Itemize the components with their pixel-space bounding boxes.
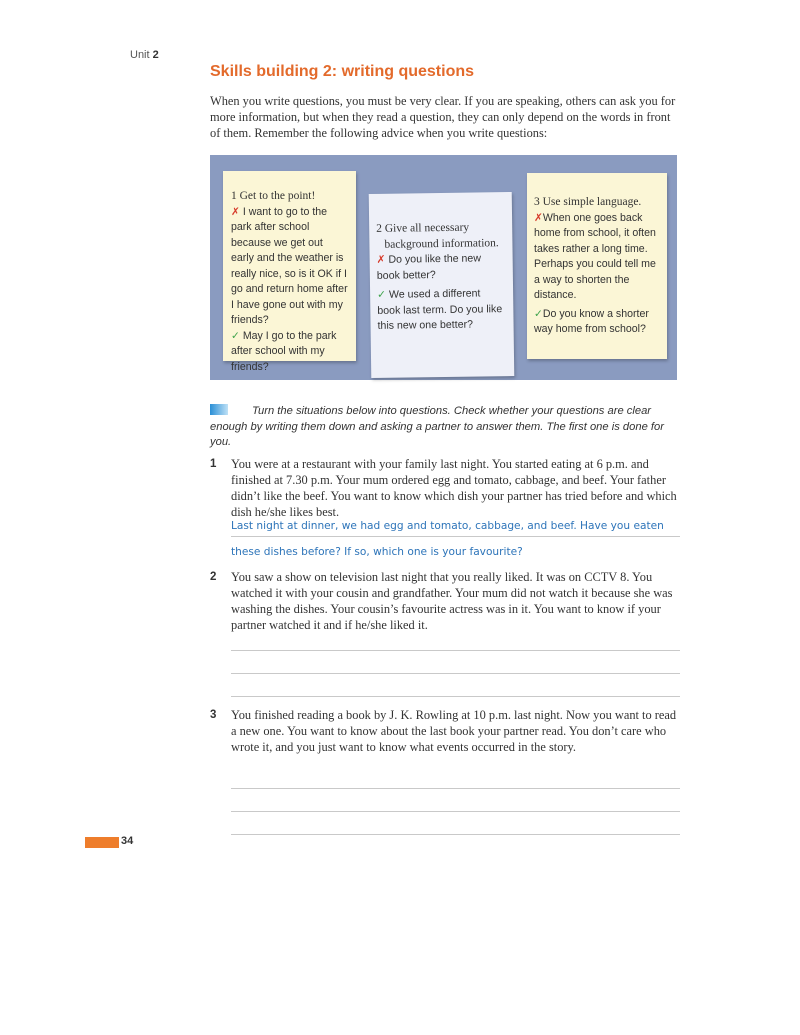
question-2 [210,569,680,633]
question-number: 3 [210,709,217,721]
writing-line[interactable] [231,673,680,674]
check-icon: ✓ [377,288,387,301]
good-example: ✓ May I go to the park after school with my friends? [231,329,337,373]
question-text: You saw a show on television last night that you really liked. It was on CCTV 8. You watched it with your cousin and grandfather. Your mum did not watch it because she was washing the dishes. Your cousin’s favourite actress was in it. You want to know if your partner watched it and if he/she liked it. [231,570,673,632]
good-example: ✓Do you know a shorter way home from school? [534,307,649,335]
good-example: ✓ We used a different book last term. Do you like this new one better? [377,287,503,332]
note-heading: 3 Use simple language. [534,196,642,208]
exercise-icon [210,404,228,415]
question-1 [210,456,680,520]
answer-line-2: these dishes before? If so, which one is your favourite? [231,546,523,558]
writing-line[interactable] [231,788,680,789]
check-icon: ✓ [231,329,240,342]
unit-label: Unit 2 [130,49,159,61]
check-icon: ✓ [534,307,543,320]
note-heading: 2 Give all necessary background information. [376,221,499,251]
writing-line[interactable] [231,696,680,697]
bad-example: ✗When one goes back home from school, it often takes rather a long time. Perhaps you could tell me a way to shorten the distance. [534,211,656,301]
advice-board [210,155,677,380]
page-title: Skills building 2: writing questions [210,63,475,80]
cross-icon: ✗ [376,253,386,266]
writing-line[interactable] [231,834,680,835]
advice-note-3 [527,173,667,359]
note-heading: 1 Get to the point! [231,190,316,202]
instruction: Turn the situations below into questions. Check whether your questions are clear enough by writing them down and asking a partner to answer them. The first one is done for you. [210,405,664,448]
question-text: You were at a restaurant with your family last night. You started eating at 6 p.m. and finished at 7.30 p.m. Your mum ordered egg and tomato, cabbage, and beef. Your father didn’t like the beef. You want to know which dish your partner has tried before and which dish he/she likes best. [231,457,677,519]
cross-icon: ✗ [534,211,543,224]
question-number: 2 [210,571,217,583]
question-3 [210,707,680,755]
bad-example: ✗ Do you like the new book better? [376,252,482,282]
intro-paragraph: When you write questions, you must be very clear. If you are speaking, others can ask you for more information, but when they read a question, they can only depend on the words in front of them. Remember the following advice when you write questions: [210,94,676,140]
bad-example: ✗ I want to go to the park after school because we get out early and the weather is really nice, so is it OK if I go and return home after I have gone out with my friends? [231,205,348,326]
question-number: 1 [210,458,217,470]
writing-line[interactable] [231,811,680,812]
page-number-bar [85,837,119,848]
answer-line-1: Last night at dinner, we had egg and tomato, cabbage, and beef. Have you eaten [231,516,680,537]
question-text: You finished reading a book by J. K. Rowling at 10 p.m. last night. Now you want to read a new one. You want to know about the last book your partner read. You don’t care who wrote it, and you just want to know what events occurred in the story. [231,708,677,754]
unit-number: 2 [152,49,159,61]
advice-note-1 [223,171,356,373]
writing-line[interactable] [231,650,680,651]
page-number: 34 [121,835,134,847]
cross-icon: ✗ [231,205,240,218]
advice-note-2 [369,192,515,378]
